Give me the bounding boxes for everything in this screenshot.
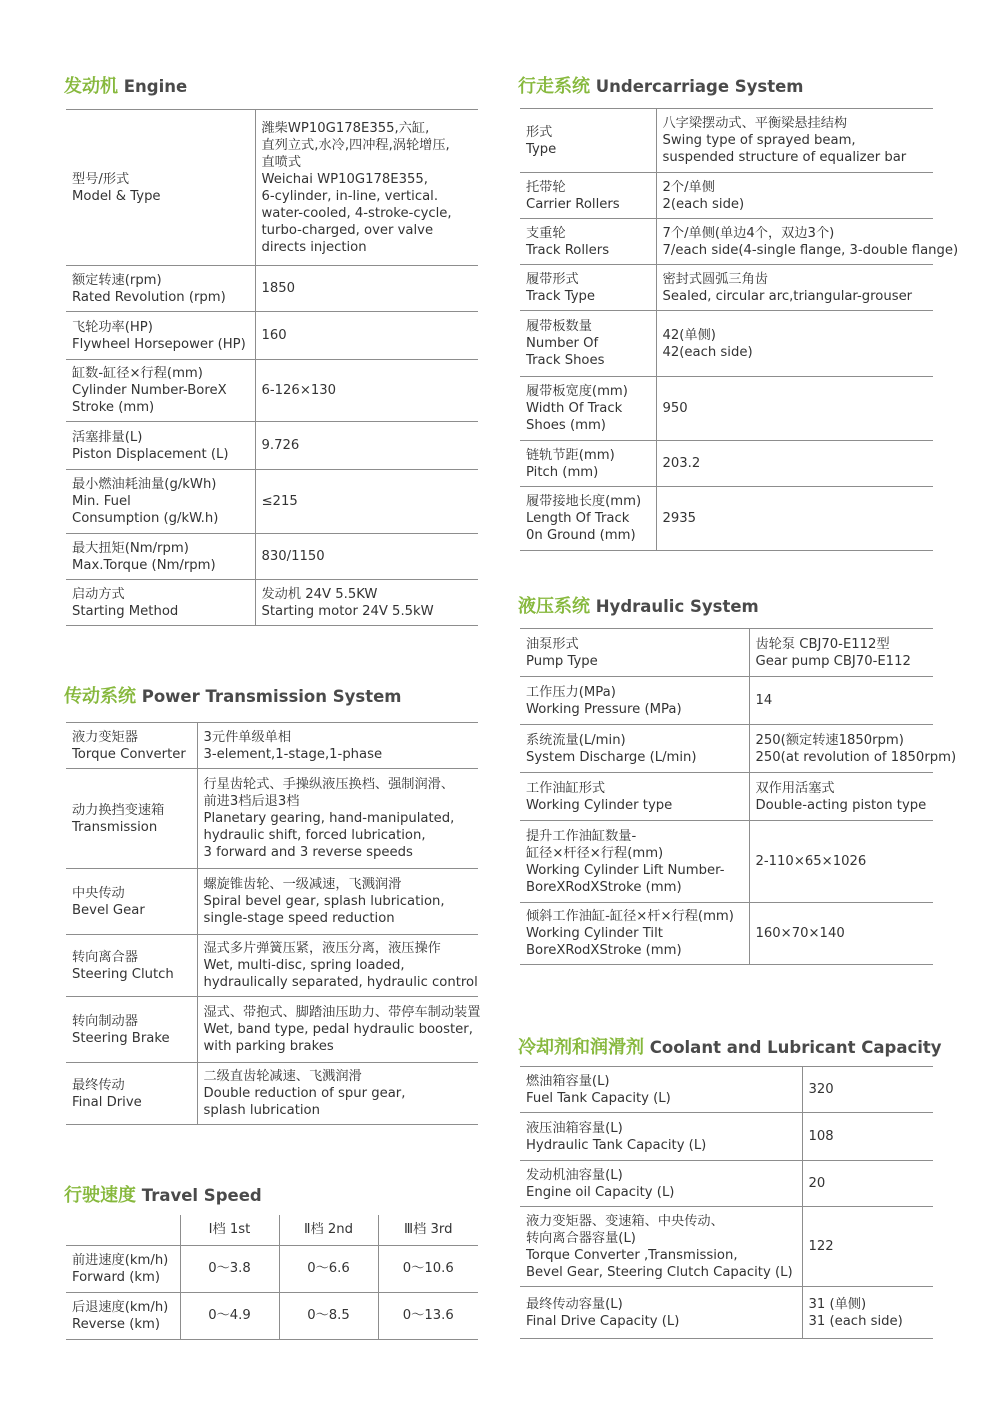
row-label (66, 869, 197, 935)
row-value (255, 422, 478, 470)
table-row (520, 173, 933, 219)
row-label (520, 109, 656, 173)
row-label (520, 1161, 802, 1207)
table-row (520, 725, 933, 773)
label-line: 发动机油容量(L) (526, 1167, 623, 1183)
transmission-section (66, 722, 481, 1125)
label-line: Track Rollers (526, 242, 610, 258)
label-line: Working Cylinder Tilt (526, 926, 663, 941)
table-row (520, 903, 933, 965)
row-value (749, 821, 933, 903)
value-line: 1850 (261, 281, 296, 296)
label-line: Torque Converter (72, 746, 186, 762)
value-line: 20 (808, 1176, 826, 1191)
label-line: System Discharge (L/min) (526, 749, 697, 765)
label-line: Reverse (km) (72, 1316, 160, 1332)
value-line: 320 (808, 1082, 834, 1097)
value-line: 2(each side) (662, 196, 745, 212)
row-value (255, 580, 478, 626)
value-line: Sealed, circular arc,triangular-grouser (662, 288, 913, 304)
label-line: Final Drive Capacity (L) (526, 1313, 680, 1329)
label-line: Track Shoes (526, 353, 605, 368)
table-row (520, 487, 933, 551)
value-line: 160 (261, 328, 287, 343)
label-line: 履带接地长度(mm) (526, 494, 642, 509)
value-line: Double-acting piston type (755, 797, 927, 813)
table-row (520, 219, 933, 265)
travel-header-2nd: Ⅱ档 2nd (279, 1215, 378, 1245)
value-line: 122 (808, 1239, 834, 1254)
row-value (749, 903, 933, 965)
value-line: 203.2 (662, 456, 701, 471)
travel-table (66, 1215, 478, 1340)
label-line: Track Type (526, 288, 595, 304)
value-line: turbo-charged, over valve (261, 222, 434, 238)
value-line: Wet, multi-disc, spring loaded, (203, 958, 405, 973)
coolant-title (518, 1033, 942, 1059)
label-line: Forward (km) (72, 1269, 160, 1285)
value-line: 950 (662, 401, 688, 416)
table-row (520, 1207, 933, 1287)
row-value (802, 1067, 933, 1113)
label-line: Carrier Rollers (526, 196, 620, 212)
label-line: Type (526, 141, 557, 157)
label-line: Pitch (mm) (526, 464, 599, 480)
hydraulic-table (520, 628, 957, 965)
coolant-rows (520, 1067, 933, 1339)
table-row (520, 377, 933, 441)
label-line: 最终传动 (72, 1077, 125, 1093)
label-line: 液力变矩器 (72, 729, 138, 745)
table-row (520, 773, 933, 821)
row-value (255, 110, 478, 266)
table-row (520, 265, 933, 311)
row-value (749, 677, 933, 725)
value-line: Starting motor 24V 5.5kW (261, 603, 434, 619)
row-label (520, 1287, 802, 1339)
table-row (520, 1067, 933, 1113)
table-row (66, 422, 478, 470)
label-line: Max.Torque (Nm/rpm) (72, 557, 216, 573)
label-line: Bevel Gear, Steering Clutch Capacity (L) (526, 1264, 793, 1280)
row-label (520, 265, 656, 311)
value-line: suspended structure of equalizer bar (662, 150, 907, 165)
travel-header-blank (66, 1215, 180, 1245)
label-line: 燃油箱容量(L) (526, 1073, 610, 1089)
value-line: 9.726 (261, 438, 300, 453)
label-line: Width Of Track (526, 401, 623, 416)
undercarriage-table (520, 108, 959, 551)
label-line: 液压油箱容量(L) (526, 1120, 623, 1136)
value-line: directs injection (261, 239, 367, 255)
table-row (66, 1292, 478, 1339)
hydraulic-title-zh: 液压系统 (518, 596, 590, 617)
label-line: 履带板数量 (526, 319, 592, 334)
value-line: 潍柴WP10G178E355,六缸, (261, 120, 430, 136)
label-line: 转向离合器 (72, 949, 138, 965)
table-row (66, 769, 478, 869)
travel-title-zh: 行驶速度 (64, 1185, 136, 1206)
row-value (656, 109, 933, 173)
travel-title (64, 1181, 262, 1207)
label-line: Final Drive (72, 1094, 142, 1110)
hydraulic-section (520, 628, 957, 965)
label-line: Fuel Tank Capacity (L) (526, 1090, 671, 1106)
value-line: 31 (each side) (808, 1313, 903, 1329)
label-line: 后退速度(km/h) (72, 1299, 169, 1315)
label-line: Working Pressure (MPa) (526, 701, 682, 717)
label-line: 最终传动容量(L) (526, 1296, 623, 1312)
value-line: 发动机 24V 5.5KW (261, 586, 378, 602)
row-label (66, 580, 255, 626)
label-line: 履带板宽度(mm) (526, 384, 628, 399)
label-line: Pump Type (526, 653, 598, 669)
label-line: 托带轮 (526, 179, 566, 195)
travel-title-en: Travel Speed (141, 1186, 262, 1205)
travel-section (66, 1215, 478, 1340)
label-line: Transmission (72, 819, 158, 835)
travel-header-row (66, 1215, 478, 1245)
row-value (255, 312, 478, 360)
value-line: 6-126×130 (261, 383, 337, 398)
transmission-title-en: Power Transmission System (141, 687, 402, 706)
value-line: 7个/单侧(单边4个，双边3个) (662, 225, 835, 241)
row-value (656, 173, 933, 219)
row-label (520, 377, 656, 441)
value-line: 108 (808, 1129, 834, 1144)
value-line: Spiral bevel gear, splash lubrication, (203, 894, 445, 909)
value-line: 3-element,1-stage,1-phase (203, 746, 383, 762)
label-line: 支重轮 (526, 225, 566, 241)
row-value (802, 1207, 933, 1287)
label-line: Working Cylinder Lift Number- (526, 862, 725, 878)
value-line: 湿式、带抱式、脚踏油压助力、带停车制动装置 (203, 1005, 481, 1020)
row-label (66, 769, 197, 869)
value-line: ≤215 (261, 494, 298, 509)
row-label (520, 629, 749, 677)
label-line: BoreXRodXStroke (mm) (526, 943, 682, 958)
travel-header-1st: Ⅰ档 1st (180, 1215, 279, 1245)
row-value (802, 1161, 933, 1207)
value-line: 2-110×65×1026 (755, 854, 867, 869)
row-label (520, 1207, 802, 1287)
undercarriage-title-zh: 行走系统 (518, 76, 590, 97)
row-value (749, 725, 957, 773)
transmission-title (64, 682, 401, 708)
table-row (520, 1161, 933, 1207)
engine-table (66, 109, 478, 626)
row-label (520, 773, 749, 821)
row-label (520, 173, 656, 219)
value-line: Gear pump CBJ70-E112 (755, 653, 911, 669)
row-label (66, 997, 197, 1063)
label-line: 中央传动 (72, 885, 125, 901)
engine-title (64, 72, 187, 98)
row-value (255, 470, 478, 534)
table-row (66, 266, 478, 312)
label-line: 提升工作油缸数量- (526, 828, 637, 844)
row-value (656, 487, 933, 551)
table-row (66, 534, 478, 580)
label-line: 最小燃油耗油量(g/kWh) (72, 477, 217, 492)
table-row (520, 1113, 933, 1161)
engine-rows (66, 110, 478, 626)
value-line: 密封式圆弧三角齿 (662, 271, 768, 287)
row-value (197, 997, 481, 1063)
coolant-section (520, 1066, 933, 1339)
label-line: Starting Method (72, 603, 179, 619)
label-line: 0n Ground (mm) (526, 528, 636, 543)
table-row (66, 723, 478, 769)
forward-3rd: 0～10.6 (378, 1245, 478, 1292)
label-line: Torque Converter ,Transmission, (526, 1247, 738, 1263)
hydraulic-title-en: Hydraulic System (595, 597, 759, 616)
table-row (66, 869, 478, 935)
label-line: 链轨节距(mm) (526, 447, 615, 463)
undercarriage-rows (520, 109, 959, 551)
label-line: Working Cylinder type (526, 797, 673, 813)
label-line: 转向制动器 (72, 1013, 138, 1029)
label-line: 油泵形式 (526, 636, 579, 652)
row-label (520, 677, 749, 725)
label-line: 飞轮功率(HP) (72, 319, 153, 335)
label-line: 形式 (526, 124, 553, 140)
row-label (66, 360, 255, 422)
value-line: hydraulic shift, forced lubrication, (203, 828, 426, 843)
row-label (66, 422, 255, 470)
value-line: 6-cylinder, in-line, vertical. (261, 188, 439, 204)
row-label (66, 1063, 197, 1125)
value-line: 250(at revolution of 1850rpm) (755, 749, 957, 765)
label-line: 型号/形式 (72, 171, 130, 187)
table-row (66, 935, 478, 997)
travel-header-3rd: Ⅲ档 3rd (378, 1215, 478, 1245)
row-value (197, 869, 478, 935)
value-line: Weichai WP10G178E355, (261, 171, 428, 187)
table-row (66, 110, 478, 266)
transmission-rows (66, 723, 481, 1125)
label-line: 启动方式 (72, 586, 125, 602)
label-line: Piston Displacement (L) (72, 446, 229, 462)
value-line: 齿轮泵 CBJ70-E112型 (755, 636, 890, 652)
label-line: Cylinder Number-BoreX (72, 383, 227, 398)
value-line: 直喷式 (261, 154, 302, 170)
table-row (520, 441, 933, 487)
value-line: 3元件单级单相 (203, 729, 292, 745)
undercarriage-title-en: Undercarriage System (595, 77, 804, 96)
row-value (656, 441, 933, 487)
table-row (520, 1287, 933, 1339)
label-line: 活塞排量(L) (72, 429, 143, 445)
label-line: 系统流量(L/min) (526, 732, 626, 748)
row-label (520, 725, 749, 773)
forward-1st: 0～3.8 (180, 1245, 279, 1292)
travel-forward-label (66, 1245, 180, 1292)
value-line: 直列立式,水冷,四冲程,涡轮增压, (261, 137, 450, 153)
label-line: 动力换挡变速箱 (72, 802, 165, 818)
row-label (520, 441, 656, 487)
row-label (66, 935, 197, 997)
transmission-title-zh: 传动系统 (64, 686, 136, 707)
label-line: Flywheel Horsepower (HP) (72, 336, 246, 352)
label-line: 倾斜工作油缸-缸径×杆×行程(mm) (526, 909, 734, 924)
row-value (255, 360, 478, 422)
row-value (749, 773, 933, 821)
engine-section (66, 109, 478, 626)
label-line: Number Of (526, 336, 599, 351)
label-line: Engine oil Capacity (L) (526, 1184, 675, 1200)
row-value (197, 769, 478, 869)
table-row (66, 580, 478, 626)
value-line: with parking brakes (203, 1039, 334, 1054)
row-value (802, 1287, 933, 1339)
row-label (520, 821, 749, 903)
table-row (520, 821, 933, 903)
table-row (66, 312, 478, 360)
coolant-table (520, 1066, 933, 1339)
row-label (66, 470, 255, 534)
label-line: 转向离合器容量(L) (526, 1230, 636, 1246)
label-line: Length Of Track (526, 511, 630, 526)
label-line: Bevel Gear (72, 902, 145, 918)
row-label (520, 487, 656, 551)
table-row (520, 677, 933, 725)
row-value (197, 935, 478, 997)
row-value (656, 265, 933, 311)
value-line: 14 (755, 693, 773, 708)
value-line: 7/each side(4-single flange, 3-double flange) (662, 242, 959, 258)
row-value (255, 266, 478, 312)
value-line: Swing type of sprayed beam, (662, 133, 856, 148)
value-line: 螺旋锥齿轮、一级减速，飞溅润滑 (203, 877, 402, 892)
row-label (520, 219, 656, 265)
row-label (66, 110, 255, 266)
label-line: Hydraulic Tank Capacity (L) (526, 1137, 707, 1153)
engine-title-zh: 发动机 (64, 76, 118, 97)
reverse-2nd: 0～8.5 (279, 1292, 378, 1339)
row-value (197, 1063, 478, 1125)
label-line: 最大扭矩(Nm/rpm) (72, 540, 189, 556)
engine-title-en: Engine (123, 77, 188, 96)
value-line: Wet, band type, pedal hydraulic booster, (203, 1022, 473, 1037)
value-line: 双作用活塞式 (755, 780, 835, 796)
row-value (197, 723, 478, 769)
label-line: 缸数-缸径×行程(mm) (72, 366, 203, 381)
table-row (520, 311, 933, 377)
label-line: 液力变矩器、变速箱、中央传动、 (526, 1213, 724, 1229)
transmission-table (66, 722, 481, 1125)
label-line: 前进速度(km/h) (72, 1252, 169, 1268)
undercarriage-title (518, 72, 804, 98)
row-value (656, 377, 933, 441)
value-line: 42(单侧) (662, 327, 716, 343)
label-line: Steering Clutch (72, 966, 174, 982)
label-line: 工作压力(MPa) (526, 684, 616, 700)
reverse-1st: 0～4.9 (180, 1292, 279, 1339)
value-line: 160×70×140 (755, 926, 845, 941)
label-line: Consumption (g/kW.h) (72, 511, 219, 526)
value-line: 行星齿轮式、手操纵液压换档、强制润滑、 (203, 777, 455, 792)
table-row (66, 1063, 478, 1125)
value-line: 250(额定转速1850rpm) (755, 732, 904, 748)
row-label (520, 1113, 802, 1161)
label-line: 工作油缸形式 (526, 780, 606, 796)
label-line: 额定转速(rpm) (72, 272, 162, 288)
row-value (255, 534, 478, 580)
row-label (520, 1067, 802, 1113)
coolant-title-zh: 冷却剂和润滑剂 (518, 1037, 644, 1058)
row-label (520, 903, 749, 965)
value-line: Double reduction of spur gear, (203, 1086, 406, 1101)
table-row (66, 997, 478, 1063)
label-line: Min. Fuel (72, 494, 131, 509)
row-value (656, 311, 933, 377)
value-line: single-stage speed reduction (203, 911, 395, 926)
row-value (802, 1113, 933, 1161)
value-line: 830/1150 (261, 549, 325, 564)
label-line: BoreXRodXStroke (mm) (526, 879, 682, 895)
undercarriage-section (520, 108, 959, 551)
forward-2nd: 0～6.6 (279, 1245, 378, 1292)
table-row (66, 360, 478, 422)
label-line: 缸径×杆径×行程(mm) (526, 845, 664, 861)
value-line: 前进3档后退3档 (203, 794, 300, 809)
label-line: Steering Brake (72, 1030, 170, 1046)
reverse-3rd: 0～13.6 (378, 1292, 478, 1339)
table-row (66, 470, 478, 534)
value-line: 湿式多片弹簧压紧，液压分离，液压操作 (203, 941, 441, 956)
row-label (520, 311, 656, 377)
value-line: Planetary gearing, hand-manipulated, (203, 811, 455, 826)
value-line: splash lubrication (203, 1103, 320, 1118)
label-line: Model & Type (72, 188, 161, 204)
row-label (66, 534, 255, 580)
value-line: 3 forward and 3 reverse speeds (203, 845, 413, 860)
label-line: Rated Revolution (rpm) (72, 289, 226, 305)
table-row (66, 1245, 478, 1292)
value-line: hydraulically separated, hydraulic control (203, 975, 478, 990)
row-label (66, 266, 255, 312)
value-line: 八字梁摆动式、平衡梁悬挂结构 (662, 116, 848, 131)
hydraulic-rows (520, 629, 957, 965)
label-line: Stroke (mm) (72, 400, 155, 415)
row-value (656, 219, 959, 265)
row-value (749, 629, 933, 677)
row-label (66, 312, 255, 360)
value-line: 31 (单侧) (808, 1296, 867, 1312)
value-line: water-cooled, 4-stroke-cycle, (261, 205, 452, 221)
value-line: 二级直齿轮减速、飞溅润滑 (203, 1069, 362, 1084)
table-row (520, 629, 933, 677)
value-line: 2935 (662, 511, 697, 526)
coolant-title-en: Coolant and Lubricant Capacity (649, 1038, 942, 1057)
label-line: Shoes (mm) (526, 418, 606, 433)
table-row (520, 109, 933, 173)
row-label (66, 723, 197, 769)
value-line: 2个/单侧 (662, 179, 715, 195)
value-line: 42(each side) (662, 344, 753, 360)
hydraulic-title (518, 592, 759, 618)
travel-reverse-label (66, 1292, 180, 1339)
label-line: 履带形式 (526, 271, 579, 287)
